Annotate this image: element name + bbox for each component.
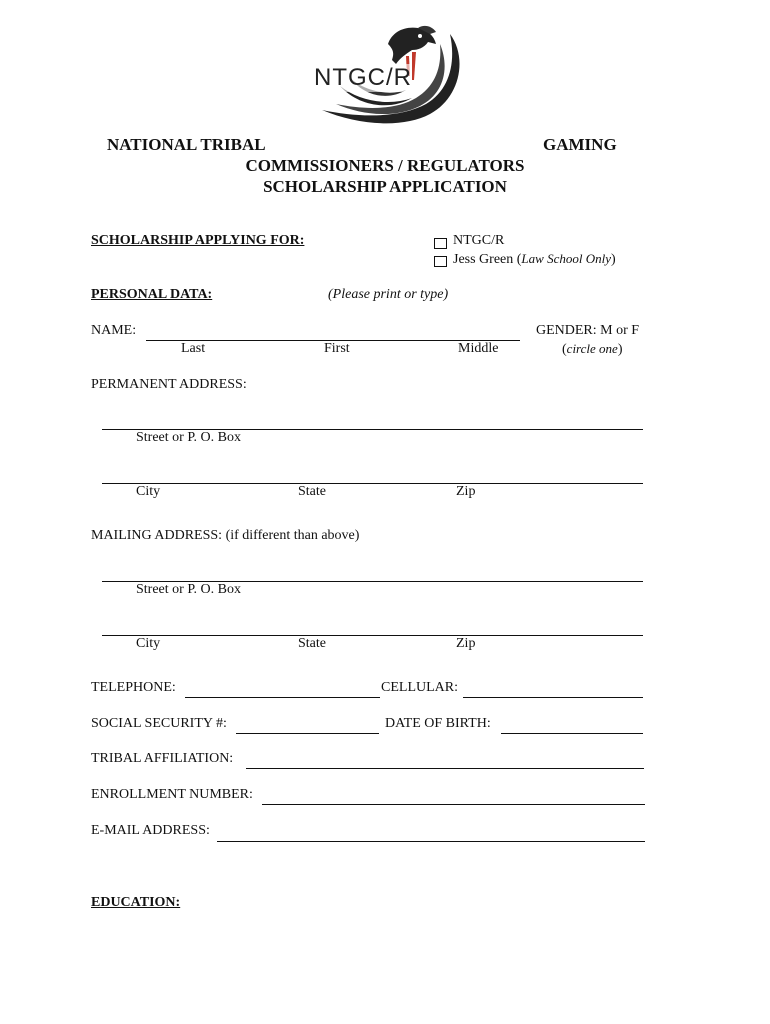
mailing-state-caption: State	[298, 636, 326, 651]
telephone-field[interactable]	[185, 697, 380, 698]
ssn-field[interactable]	[236, 733, 379, 734]
ntgcr-checkbox[interactable]	[434, 238, 447, 249]
permanent-city-state-zip-field[interactable]	[102, 483, 643, 484]
jess-green-label: Jess Green (	[453, 252, 522, 267]
mailing-city-state-zip-field[interactable]	[102, 635, 643, 636]
ntgcr-option-label: NTGC/R	[453, 233, 505, 248]
gender-label[interactable]: GENDER: M or F	[536, 323, 640, 338]
gender-note-open: (	[562, 342, 567, 357]
title-left: NATIONAL TRIBAL	[107, 135, 266, 154]
email-field[interactable]	[217, 841, 645, 842]
mailing-address-label: MAILING ADDRESS: (if different than above)	[91, 528, 360, 543]
permanent-state-caption: State	[298, 484, 326, 499]
education-label: EDUCATION:	[91, 895, 181, 910]
tribal-affiliation-field[interactable]	[246, 768, 644, 769]
mailing-city-caption: City	[136, 636, 161, 651]
jess-green-option	[453, 251, 616, 268]
scholarship-label: SCHOLARSHIP APPLYING FOR:	[91, 233, 305, 248]
title-line-2: COMMISSIONERS / REGULATORS	[245, 156, 525, 175]
name-last-caption: Last	[181, 341, 206, 356]
name-label: NAME:	[91, 323, 137, 338]
circle-one-note: circle one	[566, 341, 618, 356]
dob-field[interactable]	[501, 733, 643, 734]
logo	[300, 14, 470, 138]
gender-note	[562, 341, 622, 358]
dob-label: DATE OF BIRTH:	[385, 716, 491, 731]
personal-data-label: PERSONAL DATA:	[91, 287, 213, 302]
logo-text: NTGC/R	[314, 64, 412, 91]
permanent-address-label: PERMANENT ADDRESS:	[91, 377, 247, 392]
jess-green-close: )	[610, 252, 616, 267]
cellular-field[interactable]	[463, 697, 643, 698]
permanent-city-caption: City	[136, 484, 161, 499]
permanent-zip-caption: Zip	[456, 484, 476, 499]
print-note: (Please print or type)	[328, 287, 449, 302]
enrollment-number-label: ENROLLMENT NUMBER:	[91, 787, 253, 802]
law-school-note: Law School Only	[521, 251, 611, 266]
enrollment-number-field[interactable]	[262, 804, 645, 805]
jess-green-checkbox[interactable]	[434, 256, 447, 267]
mailing-zip-caption: Zip	[456, 636, 476, 651]
gender-note-close: )	[617, 342, 623, 357]
cellular-label: CELLULAR:	[381, 680, 458, 695]
email-label: E-MAIL ADDRESS:	[91, 823, 210, 838]
telephone-label: TELEPHONE:	[91, 680, 176, 695]
permanent-street-caption: Street or P. O. Box	[136, 430, 241, 445]
title-line-3: SCHOLARSHIP APPLICATION	[263, 177, 507, 196]
name-middle-caption: Middle	[458, 341, 499, 356]
ssn-label: SOCIAL SECURITY #:	[91, 716, 227, 731]
tribal-affiliation-label: TRIBAL AFFILIATION:	[91, 751, 234, 766]
mailing-street-caption: Street or P. O. Box	[136, 582, 241, 597]
title-right: GAMING	[543, 135, 617, 154]
name-first-caption: First	[324, 341, 350, 356]
